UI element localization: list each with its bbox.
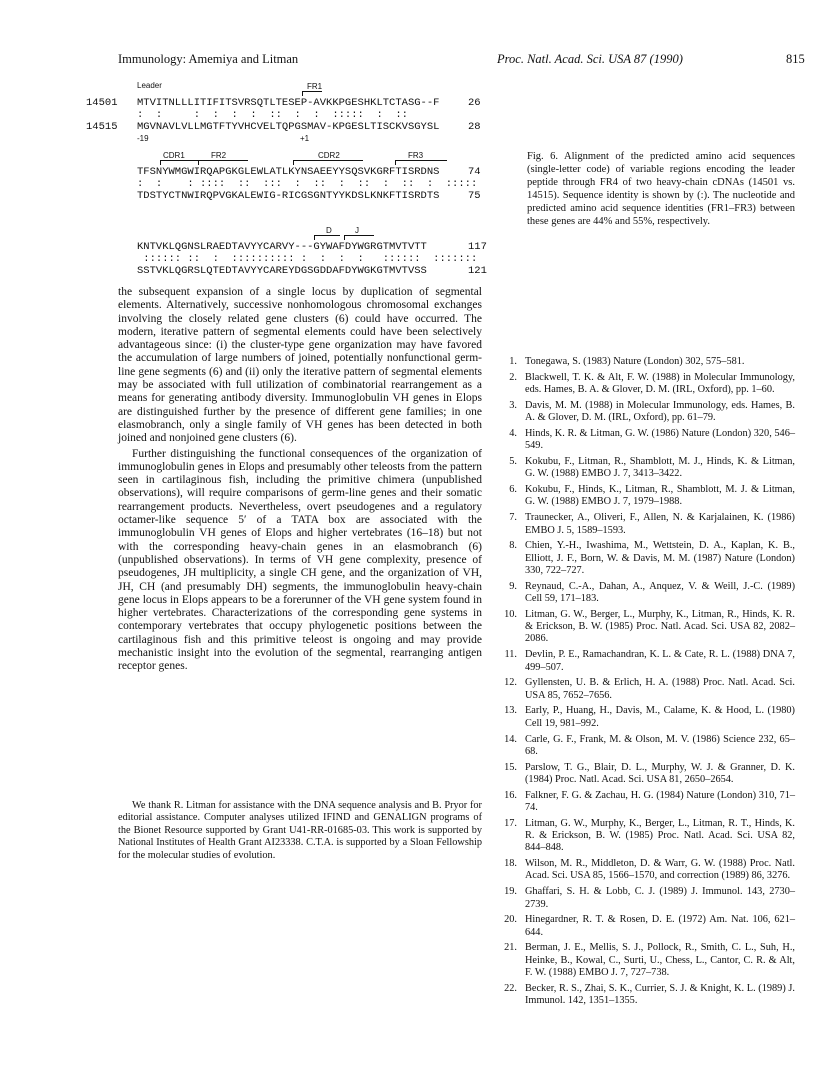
jh-tick — [344, 235, 345, 240]
reference-text: Kokubu, F., Hinds, K., Litman, R., Shamblott, M. J. & Litman, G. W. (1988) EMBO J. 7, 1979–1988. — [525, 484, 795, 508]
running-header-journal: Proc. Natl. Acad. Sci. USA 87 (1990) — [497, 52, 683, 66]
reference-number: 18. — [504, 858, 517, 870]
reference-text: Chien, Y.-H., Iwashima, M., Wettstein, D. A., Kaplan, K. B., Elliott, J. F., Born, W. & Davis, M. M. (1987) Nature (London) 330, 722–727. — [525, 540, 795, 576]
reference-item — [497, 886, 795, 911]
reference-text: Tonegawa, S. (1983) Nature (London) 302, 575–581. — [525, 356, 745, 367]
reference-text: Reynaud, C.-A., Dahan, A., Anquez, V. & Weill, J.-C. (1989) Cell 59, 171–183. — [525, 580, 795, 605]
cdr1-tick — [160, 160, 161, 165]
reference-item — [497, 942, 795, 979]
seq-14501-c: KNTVKLQGNSLRAEDTAVYYCARVY---GYWAFDYWGRGTMVTVTT — [137, 241, 427, 253]
reference-text: Devlin, P. E., Ramachandran, K. L. & Cate, R. L. (1988) DNA 7, 499–507. — [525, 649, 795, 673]
seq-id-14515-a: 14515 — [86, 121, 118, 133]
reference-item — [497, 762, 795, 787]
reference-number: 17. — [504, 817, 517, 829]
identity-line-a: : : : : : : :: : : ::::: : :: — [137, 109, 408, 121]
cdr2-bar — [293, 160, 363, 161]
fr2-bar — [198, 160, 248, 161]
seq-num-28: 28 — [468, 121, 481, 133]
reference-text: Early, P., Huang, H., Davis, M., Calame, K. & Hood, L. (1980) Cell 19, 981–992. — [525, 705, 795, 729]
figure-caption: Fig. 6. Alignment of the predicted amino acid sequences (single-letter code) of variable regions encoding the leader peptide through FR4 of two heavy-chain cDNAs (14501 vs. 14515). Sequence identity is shown by (:). The nucleotide and predicted amino acid sequence identities (FR1–FR3) between these genes are 44% and 55%, respectively. — [527, 151, 795, 227]
body-paragraph-1: the subsequent expansion of a single locus by duplication of segmental elements. Alternatively, successive nonhomologous chromosomal exchanges involving the closely related gene clusters (6) could have occurred. The modern, iterative pattern of segmental elements could have been selectively advantageous since: (i) the cluster-type gene organization may have favored the accumulation of large numbers of joined, potentially nonfunctional germ-line gene segments (6) and (ii) only the iterative pattern of segmental elements may be associated with full utilization of combinatorial rearrangement as a means for generating antibody diversity. Immunoglobulin VH genes in Elops are distinguished further by the presence of different gene families; in one elasmobranch, only a single family of VH genes has been detected in both joined and nonjoined gene clusters (6). — [118, 286, 482, 445]
dh-bar — [314, 235, 340, 236]
cdr1-bar — [160, 160, 198, 161]
reference-text: Falkner, F. G. & Zachau, H. G. (1984) Nature (London) 310, 71–74. — [525, 789, 795, 813]
reference-item — [497, 734, 795, 759]
reference-number: 13. — [504, 705, 517, 717]
fr3-label: FR3 — [408, 151, 424, 160]
reference-number: 22. — [504, 982, 517, 994]
seq-num-75: 75 — [468, 190, 481, 202]
reference-item — [497, 818, 795, 855]
reference-item — [497, 512, 795, 537]
pos-minus19: -19 — [137, 134, 149, 143]
reference-number: 16. — [504, 789, 517, 801]
reference-text: Davis, M. M. (1988) in Molecular Immunology, eds. Hames, B. A. & Glover, D. M. (IRL, Oxford), pp. 61–79. — [525, 399, 795, 424]
seq-14501-b: TFSNYWMGWIRQAPGKGLEWLATLKYNSAEEYYSQSVKGRFTISRDNS — [137, 166, 440, 178]
reference-item — [497, 649, 795, 674]
identity-line-b: : : : :::: :: ::: : :: : :: : :: : ::::: — [137, 178, 478, 190]
seq-num-121: 121 — [468, 265, 487, 277]
reference-text: Hinds, K. R. & Litman, G. W. (1986) Nature (London) 320, 546–549. — [525, 427, 795, 452]
reference-number: 1. — [509, 356, 517, 367]
fr3-tick — [395, 160, 396, 165]
fr2-label: FR2 — [211, 151, 227, 160]
reference-number: 21. — [504, 942, 517, 954]
jh-bar — [344, 235, 374, 236]
reference-text: Gyllensten, U. B. & Erlich, H. A. (1988) Proc. Natl. Acad. Sci. USA 85, 7652–7656. — [525, 677, 795, 701]
fr2-tick — [198, 160, 199, 165]
seq-14515-a: MGVNAVLVLLMGTFTYVHCVELTQPGSMAV-KPGESLTISCKVSGYSL — [137, 121, 440, 133]
reference-text: Berman, J. E., Mellis, S. J., Pollock, R., Smith, C. L., Suh, H., Heinke, B., Kowal, C., Surti, U., Chess, L., Cantor, C. R. & Alt, F. W. (1988) EMBO J. 7, 727–738. — [525, 942, 795, 979]
reference-item — [497, 372, 795, 397]
cdr2-label: CDR2 — [318, 151, 340, 160]
reference-number: 10. — [504, 608, 517, 620]
reference-item — [497, 677, 795, 702]
reference-item — [497, 484, 795, 509]
reference-item — [497, 456, 795, 481]
reference-item — [497, 914, 795, 939]
acknowledgments: We thank R. Litman for assistance with the DNA sequence analysis and B. Pryor for editorial assistance. Computer analyses utilized IFIND and GENALIGN programs of the Bionet Resource supported by Grant U41-RR-01685-03. This work is supported by National Institutes of Health Grant AI23338. C.T.A. is supported by a Sloan Fellowship for the molecular studies of evolution. — [118, 800, 482, 861]
reference-text: Kokubu, F., Litman, R., Shamblott, M. J., Hinds, K. & Litman, G. W. (1988) EMBO J. 7, 3413–3422. — [525, 456, 795, 480]
reference-number: 11. — [504, 649, 517, 661]
body-column — [118, 286, 482, 674]
fr1-bar — [302, 91, 322, 92]
reference-number: 15. — [504, 761, 517, 773]
seq-14515-b: TDSTYCTNWIRQPVGKALEWIG-RICGSGNTYYKDSLKNKFTISRDTS — [137, 190, 440, 202]
reference-item — [497, 400, 795, 425]
reference-text: Hinegardner, R. T. & Rosen, D. E. (1972) Am. Nat. 106, 621–644. — [525, 914, 795, 938]
jh-label: J — [355, 226, 359, 235]
reference-text: Becker, R. S., Zhai, S. K., Currier, S. J. & Knight, K. L. (1989) J. Immunol. 142, 1351–1355. — [525, 982, 795, 1007]
reference-text: Litman, G. W., Murphy, K., Berger, L., Litman, R. T., Hinds, K. R. & Erickson, B. W. (1985) Proc. Natl. Acad. Sci. USA 82, 844–848. — [525, 817, 795, 854]
reference-number: 5. — [509, 456, 517, 468]
pos-plus1: +1 — [300, 134, 310, 143]
reference-number: 6. — [509, 484, 517, 496]
reference-number: 9. — [509, 580, 517, 592]
reference-text: Carle, G. F., Frank, M. & Olson, M. V. (1986) Science 232, 65–68. — [525, 733, 795, 757]
reference-number: 8. — [509, 540, 517, 552]
reference-item — [497, 609, 795, 646]
reference-item — [497, 858, 795, 883]
reference-text: Ghaffari, S. H. & Lobb, C. J. (1989) J. Immunol. 143, 2730–2739. — [525, 886, 795, 910]
fr1-tick — [302, 91, 303, 96]
reference-item — [497, 581, 795, 606]
reference-text: Traunecker, A., Oliveri, F., Allen, N. & Karjalainen, K. (1986) EMBO J. 5, 1589–1593. — [525, 512, 795, 536]
fr3-bar — [395, 160, 447, 161]
fr1-label: FR1 — [307, 82, 323, 91]
seq-num-26: 26 — [468, 97, 481, 109]
reference-number: 19. — [504, 886, 517, 898]
reference-number: 14. — [504, 733, 517, 745]
reference-text: Blackwell, T. K. & Alt, F. W. (1988) in Molecular Immunology, eds. Hames, B. A. & Glover, D. M. (IRL, Oxford), pp. 1–60. — [525, 371, 795, 396]
reference-text: Wilson, M. R., Middleton, D. & Warr, G. W. (1988) Proc. Natl. Acad. Sci. USA 85, 1566–1570, and correction (1989) 86, 3276. — [525, 858, 795, 882]
seq-id-14501-a: 14501 — [86, 97, 118, 109]
seq-14515-c: SSTVKLQGRSLQTEDTAVYYCAREYDGSGDDAFDYWGKGTMVTVSS — [137, 265, 427, 277]
reference-item — [497, 705, 795, 730]
reference-number: 2. — [509, 371, 517, 383]
cdr1-label: CDR1 — [163, 151, 185, 160]
reference-item — [497, 356, 795, 368]
reference-list — [497, 356, 795, 1011]
reference-item — [497, 540, 795, 577]
seq-num-117: 117 — [468, 241, 487, 253]
reference-text: Parslow, T. G., Blair, D. L., Murphy, W. J. & Granner, D. K. (1984) Proc. Natl. Acad. Sci. USA 81, 2650–2654. — [525, 761, 795, 785]
reference-number: 20. — [504, 914, 517, 926]
reference-number: 12. — [504, 677, 517, 689]
reference-number: 7. — [509, 512, 517, 524]
dh-label: D — [326, 226, 332, 235]
reference-item — [497, 428, 795, 453]
reference-item — [497, 790, 795, 815]
reference-item — [497, 983, 795, 1008]
dh-tick — [314, 235, 315, 240]
reference-number: 3. — [509, 399, 517, 411]
page-number: 815 — [786, 52, 805, 66]
running-header-left: Immunology: Amemiya and Litman — [118, 52, 299, 66]
reference-number: 4. — [509, 427, 517, 439]
reference-text: Litman, G. W., Berger, L., Murphy, K., Litman, R., Hinds, K. R. & Erickson, B. W. (1985) Proc. Natl. Acad. Sci. USA 82, 2082–2086. — [525, 608, 795, 645]
leader-label: Leader — [137, 81, 162, 90]
identity-line-c: :::::: :: : :::::::::: : : : : :::::: ::::::: — [137, 253, 478, 265]
seq-num-74: 74 — [468, 166, 481, 178]
seq-14501-a: MTVITNLLLITIFITSVRSQTLTESEP-AVKKPGESHKLTCTASG--F — [137, 97, 440, 109]
cdr2-tick — [293, 160, 294, 165]
body-paragraph-2: Further distinguishing the functional consequences of the organization of immunoglobulin genes in Elops and presumably other teleosts from the pattern seen in cartilaginous fish, including the primitive chimera (unpublished observations), will require comparisons of germ-line genes and their somatic rearrangement products. Nevertheless, overt pseudogenes and a regulatory octamer-like sequence 5′ of a TATA box are associated with the immunoglobulin VH genes of Elops and higher vertebrates (16–18) but not with the corresponding heavy-chain genes in an elasmobranch (6) (unpublished observations). In terms of VH gene complexity, presence of pseudogenes, JH multiplicity, a single CH gene, and the organization of VH, JH, CH (and presumably DH) segments, the immunoglobulin heavy-chain gene locus in Elops appears to be a forerunner of the VH gene system found in higher vertebrates. Characterizations of the corresponding gene systems in contemporary vertebrates that occupy phylogenetic positions between the cartilaginous fish and this primitive teleost is ongoing and may provide mechanistic insight into the evolution of the segmental, rearranging antigen receptor genes. — [118, 447, 482, 673]
